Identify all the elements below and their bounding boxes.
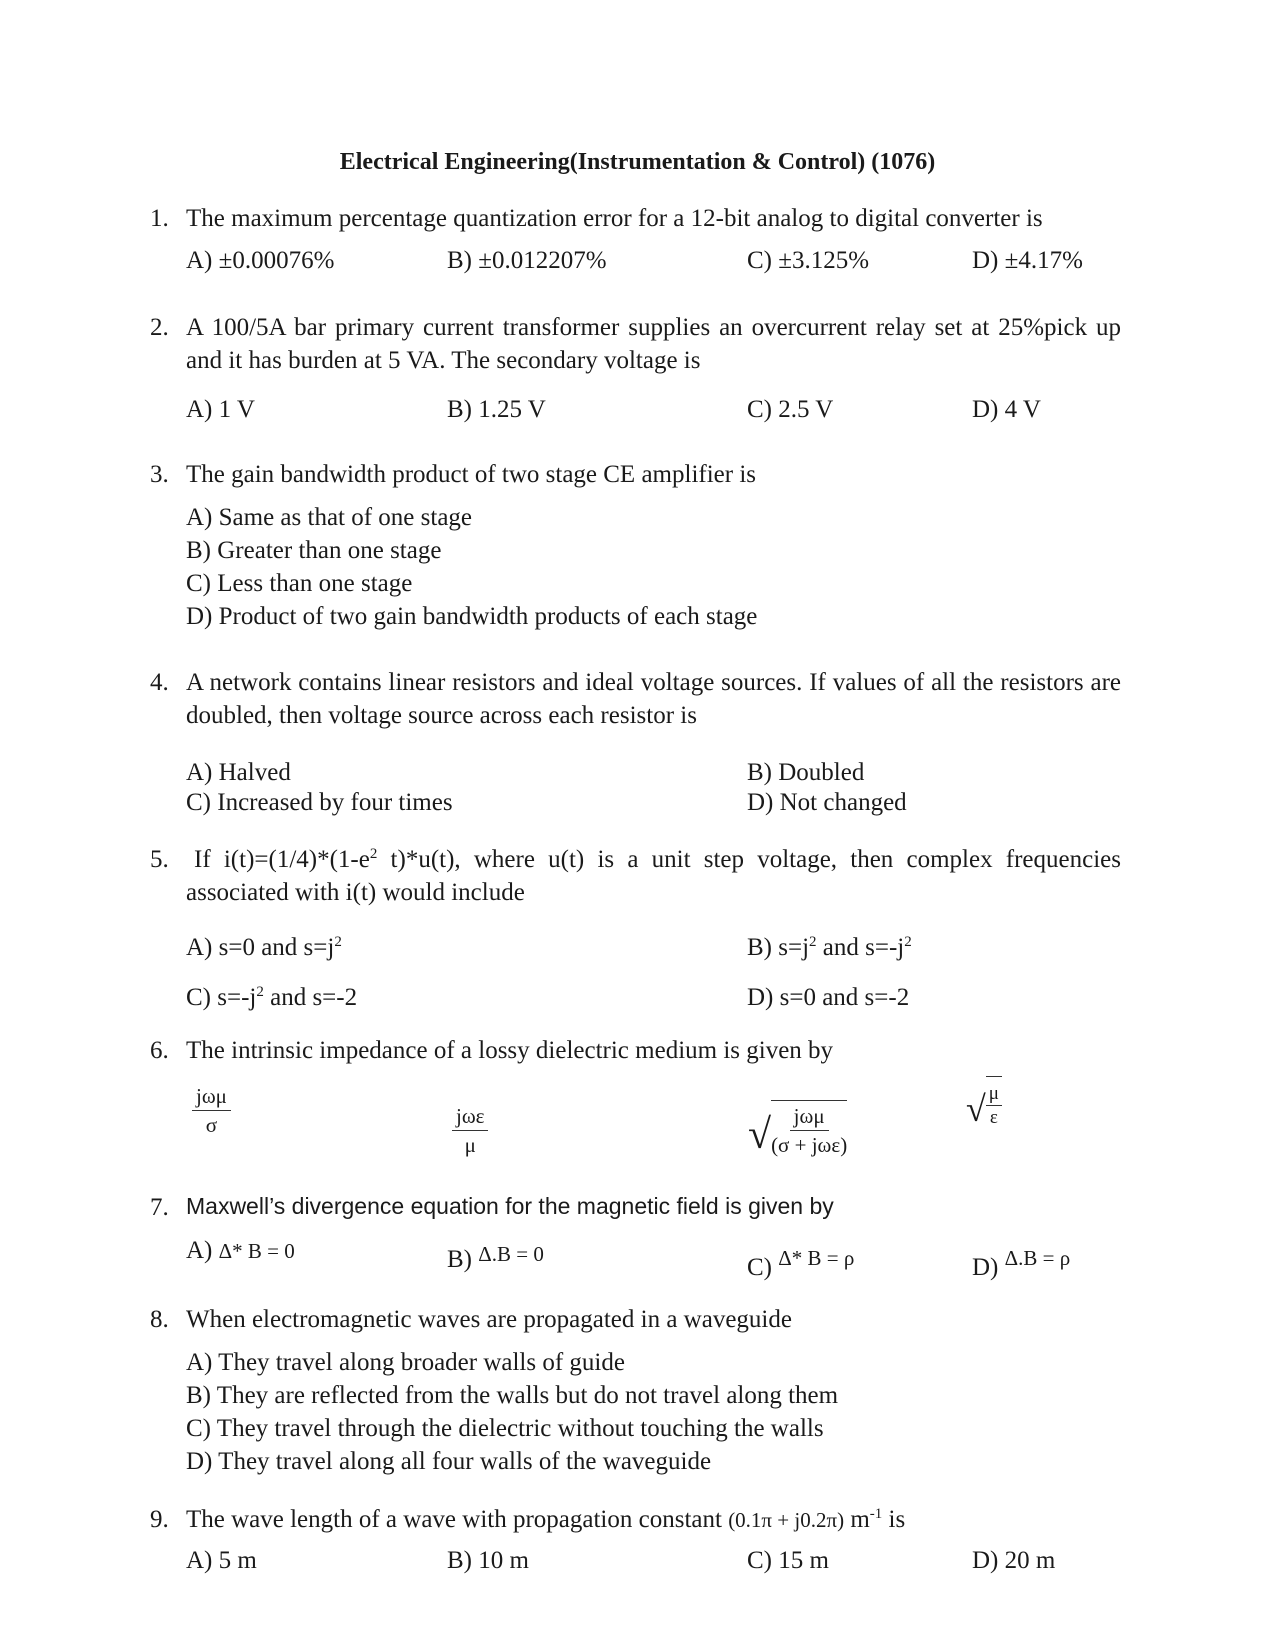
question-5-option-c: C) $s=-j^2$ and s=-2 — [186, 984, 358, 1011]
question-4-option-a: A) Halved — [186, 759, 291, 786]
question-2-option-b: B) 1.25 V — [447, 396, 546, 423]
question-6-text: The intrinsic impedance of a lossy dielectric medium is given by — [186, 1037, 834, 1064]
question-7-option-a: A) Δ* B = 0 — [186, 1237, 295, 1264]
question-6-number: 6. — [150, 1037, 169, 1064]
question-3-option-a: A) Same as that of one stage — [186, 504, 473, 531]
question-2-option-a: A) 1 V — [186, 396, 255, 423]
question-4-text-line1: A network contains linear resistors and ideal voltage sources. If values of all the resistors are — [186, 669, 1121, 696]
question-3-option-c: C) Less than one stage — [186, 570, 413, 597]
question-2-number: 2. — [150, 314, 169, 341]
question-6-option-d-sqrt — [966, 1076, 1002, 1127]
question-1-text: The maximum percentage quantization error for a 12-bit analog to digital converter is — [186, 205, 1043, 232]
question-1-option-c: C) ±3.125% — [747, 247, 870, 274]
question-7-option-d: D) $^{\Delta.B = \rho}$ — [972, 1246, 1071, 1281]
fraction-numerator: μ — [986, 1084, 1002, 1106]
question-7-option-c: C) $^{\Delta* B = \rho}$ — [747, 1246, 855, 1281]
fraction-numerator: jωε — [452, 1106, 488, 1131]
question-8-option-a: A) They travel along broader walls of guide — [186, 1349, 625, 1376]
question-4-option-c: C) Increased by four times — [186, 789, 453, 816]
question-9-option-b: B) 10 m — [447, 1547, 529, 1574]
question-1-option-d: D) ±4.17% — [972, 247, 1083, 274]
question-5-text-line1: If $i(t)=(1/4)*(1-e^2$ t)*u(t), where u(t) is a unit step voltage, then complex frequencies — [194, 846, 1121, 873]
question-6-option-c-sqrt — [748, 1100, 847, 1156]
question-4-option-b: B) Doubled — [747, 759, 865, 786]
question-3-number: 3. — [150, 461, 169, 488]
question-1-option-a: A) ±0.00076% — [186, 247, 335, 274]
fraction-numerator: jωμ — [192, 1086, 231, 1111]
fraction-numerator: jωμ — [790, 1106, 829, 1131]
sqrt-symbol: √ — [966, 1089, 986, 1129]
question-5-text-line2: associated with i(t) would include — [186, 879, 525, 906]
fraction-denominator: (σ + jωε) — [771, 1133, 848, 1157]
question-6-option-d-fraction — [986, 1084, 1002, 1127]
question-9-option-a: A) 5 m — [186, 1547, 257, 1574]
question-6-option-a-fraction — [192, 1086, 231, 1136]
question-7-number: 7. — [150, 1194, 169, 1221]
question-5-option-a: A) s=0 and $s=j^2$ — [186, 934, 342, 961]
question-2-option-c: C) 2.5 V — [747, 396, 834, 423]
question-1-option-b: B) ±0.012207% — [447, 247, 607, 274]
question-8-number: 8. — [150, 1306, 169, 1333]
question-2-option-d: D) 4 V — [972, 396, 1041, 423]
question-3-option-d: D) Product of two gain bandwidth products of each stage — [186, 603, 758, 630]
question-2-text-line2: and it has burden at 5 VA. The secondary voltage is — [186, 347, 701, 374]
question-8-option-d: D) They travel along all four walls of the waveguide — [186, 1448, 712, 1475]
question-6-option-c-fraction — [771, 1106, 847, 1156]
fraction-denominator: σ — [205, 1113, 218, 1137]
question-8-text: When electromagnetic waves are propagated in a waveguide — [186, 1306, 792, 1333]
sqrt-symbol: √ — [748, 1112, 772, 1158]
question-4-text-line2: doubled, then voltage source across each resistor is — [186, 702, 697, 729]
question-1-number: 1. — [150, 205, 169, 232]
fraction-denominator: μ — [464, 1133, 476, 1157]
question-3-option-b: B) Greater than one stage — [186, 537, 442, 564]
fraction-denominator: ε — [989, 1107, 998, 1128]
question-8-option-c: C) They travel through the dielectric without touching the walls — [186, 1415, 824, 1442]
question-7-text: Maxwell’s divergence equation for the magnetic field is given by — [186, 1193, 834, 1219]
question-5-option-b: B) $s=j^2$ and $s=-j^2$ — [747, 934, 912, 961]
question-9-number: 9. — [150, 1506, 169, 1533]
question-4-option-d: D) Not changed — [747, 789, 907, 816]
question-7-option-b: B) $^{\Delta.B = 0}$ — [447, 1242, 544, 1273]
question-8-option-b: B) They are reflected from the walls but do not travel along them — [186, 1382, 839, 1409]
question-5-option-d: D) s=0 and s=-2 — [747, 984, 910, 1011]
question-2-text-line1: A 100/5A bar primary current transformer supplies an overcurrent relay set at 25%pick up — [186, 314, 1121, 341]
question-3-text: The gain bandwidth product of two stage CE amplifier is — [186, 461, 757, 488]
question-9-option-c: C) 15 m — [747, 1547, 829, 1574]
page-title: Electrical Engineering(Instrumentation & Control) (1076) — [339, 149, 936, 175]
question-5-number: 5. — [150, 846, 169, 873]
question-9-option-d: D) 20 m — [972, 1547, 1056, 1574]
question-4-number: 4. — [150, 669, 169, 696]
question-6-option-b-fraction — [452, 1106, 488, 1156]
question-9-text: The wave length of a wave with propagation constant (0.1π + j0.2π) $m^{-1}$ is — [186, 1506, 906, 1533]
